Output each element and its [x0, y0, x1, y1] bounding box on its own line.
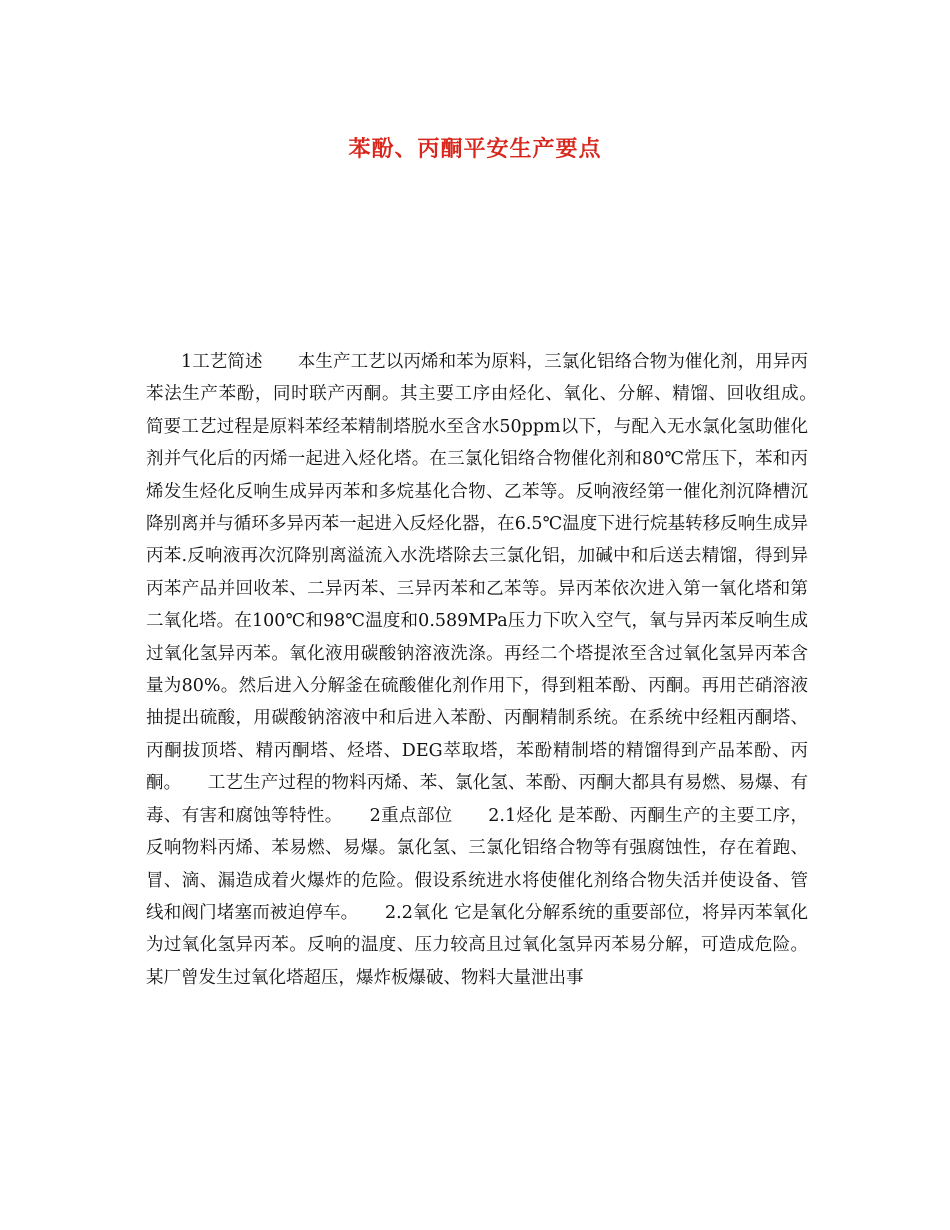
document-body-paragraph: 1工艺简述 本生产工艺以丙烯和苯为原料，三氯化铝络合物为催化剂，用异丙苯法生产苯酚，同时联产丙酮。其主要工序由烃化、氧化、分解、精馏、回收组成。 简要工艺过程是原料苯经苯精制塔脱水至含水50ppm以下，与配入无水氯化氢助催化剂并气化后的丙烯一起进入烃化塔。在三氯化铝络合物催化剂和80℃常压下，苯和丙烯发生烃化反响生成异丙苯和多烷基化合物、乙苯等。反响液经第一催化剂沉降槽沉降别离并与循环多异丙苯一起进入反烃化器，在6.5℃温度下进行烷基转移反响生成异丙苯.反响液再次沉降别离溢流入水洗塔除去三氯化铝，加碱中和后送去精馏，得到异丙苯产品并回收苯、二异丙苯、三异丙苯和乙苯等。异丙苯依次进入第一氧化塔和第二氧化塔。在100℃和98℃温度和0.589MPa压力下吹入空气，氧与异丙苯反响生成过氧化氢异丙苯。氧化液用碳酸钠溶液洗涤。再经二个塔提浓至含过氧化氢异丙苯含量为80%。然后进入分解釜在硫酸催化剂作用下，得到粗苯酚、丙酮。再用芒硝溶液抽提出硫酸，用碳酸钠溶液中和后进入苯酚、丙酮精制系统。在系统中经粗丙酮塔、丙酮拔顶塔、精丙酮塔、烃塔、DEG萃取塔，苯酚精制塔的精馏得到产品苯酚、丙酮。 工艺生产过程的物料丙烯、苯、氯化氢、苯酚、丙酮大都具有易燃、易爆、有毒、有害和腐蚀等特性。 2重点部位 2.1烃化 是苯酚、丙酮生产的主要工序，反响物料丙烯、苯易燃、易爆。氯化氢、三氯化铝络合物等有强腐蚀性，存在着跑、冒、滴、漏造成着火爆炸的危险。假设系统进水将使催化剂络合物失活并使设备、管线和阀门堵塞而被迫停车。 2.2氧化 它是氧化分解系统的重要部位，将异丙苯氧化为过氧化氢异丙苯。反响的温度、压力较高且过氧化氢异丙苯易分解，可造成危险。某厂曾发生过氧化塔超压，爆炸板爆破、物料大量泄出事	[146, 352, 843, 988]
document-title: 苯酚、丙酮平安生产要点	[348, 136, 602, 162]
